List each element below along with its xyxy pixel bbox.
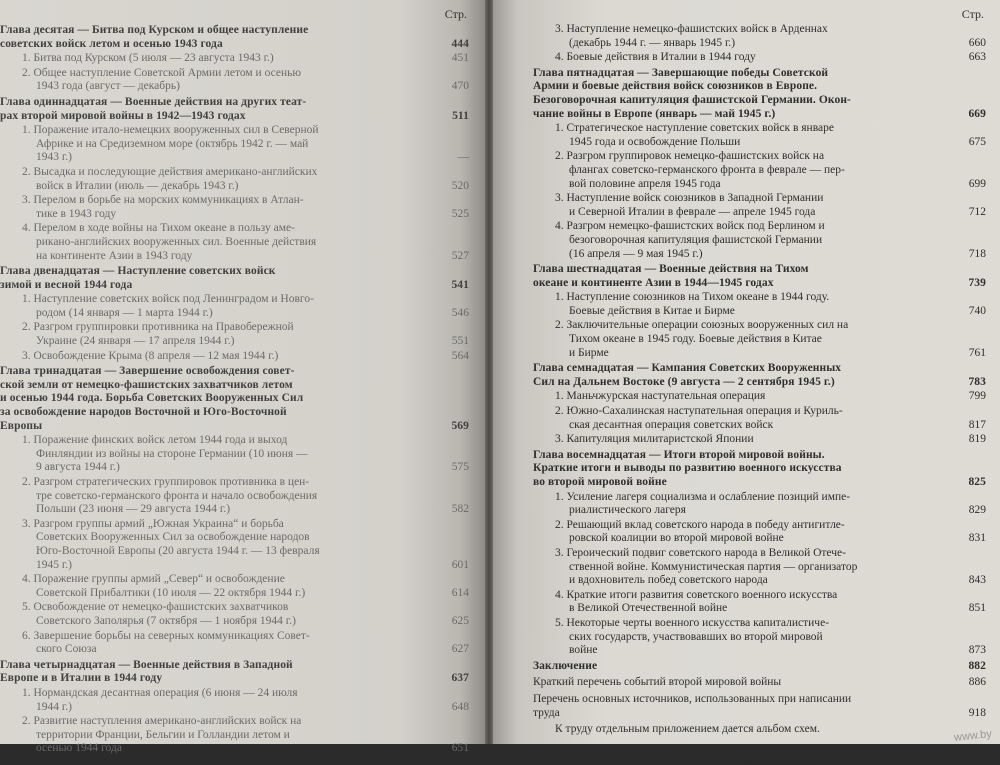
left-page: [0, 0, 485, 755]
toc-chapter-entry: [533, 362, 986, 389]
toc-section-entry: [533, 519, 986, 546]
toc-entry-title: Глава четырнадцатая — Военные действия в Западной Европе и в Италии в 1944 году: [0, 658, 293, 685]
toc-chapter-entry: [533, 660, 986, 674]
toc-section-entry: [0, 518, 469, 572]
toc-section-entry: [0, 124, 469, 165]
toc-page-number: 663: [968, 51, 986, 64]
toc-page-number: 511: [452, 109, 469, 122]
toc-entry-title: 2. Разгром группировки противника на Правобережной Украине (24 января — 17 апреля 1944 г.): [22, 321, 294, 348]
toc-page-number: 451: [451, 52, 469, 65]
toc-section-entry: [0, 194, 469, 221]
toc-section-entry: [533, 291, 986, 318]
toc-section-entry: [0, 293, 469, 320]
toc-section-entry: [0, 476, 469, 517]
toc-page-number: 614: [451, 586, 469, 599]
toc-page-number: 699: [968, 177, 986, 190]
toc-entry-title: К труду отдельным приложением дается альбом схем.: [555, 723, 820, 736]
toc-entry-title: 2. Разгром группировок немецко-фашистских войск на флангах советско-германского фронта в феврале — пер- вой половине апреля 1945 года: [555, 150, 845, 190]
toc-page-number: 637: [451, 672, 469, 685]
toc-entry-title: Глава десятая — Битва под Курском и общее наступление советских войск летом и осенью 1943 года: [0, 24, 309, 50]
toc-page-number: 444: [451, 37, 469, 50]
toc-page-number: 625: [451, 614, 469, 627]
toc-section-entry: [533, 723, 986, 737]
toc-page-number: 582: [451, 503, 469, 516]
toc-page-number: 783: [968, 375, 986, 388]
toc-section-entry: [533, 433, 986, 447]
book-gutter: [485, 0, 493, 744]
toc-entry-title: 4. Поражение группы армий „Север“ и освобождение Советской Прибалтики (10 июля — 22 октября 1944 г.): [22, 573, 306, 599]
toc-section-entry: [0, 67, 469, 94]
toc-page-number: 651: [451, 742, 469, 755]
page-column-header: Стр.: [444, 7, 467, 21]
toc-section-entry: [533, 150, 986, 191]
toc-page-number: 675: [968, 135, 986, 148]
toc-page-number: 712: [968, 205, 986, 218]
toc-entry-title: 4. Разгром немецко-фашистских войск под Берлином и безоговорочная капитуляция фашистской Германии (16 апреля — 9 мая 1945 г.): [555, 220, 825, 260]
end-rule: [747, 763, 819, 765]
toc-section-entry: [533, 405, 986, 432]
toc-section-entry: [533, 693, 986, 720]
toc-entry-title: Перечень основных источников, использованных при написании труда: [533, 692, 852, 719]
toc-section-entry: [0, 166, 469, 193]
toc-entry-title: 2. Общее наступление Советской Армии летом и осенью 1943 года (август — декабрь): [22, 66, 301, 93]
toc-chapter-entry: [533, 67, 986, 121]
toc-section-entry: [0, 687, 469, 714]
toc-entry-title: 3. Наступление войск союзников в Западной Германии и Северной Италии в феврале — апреле 1945 года: [555, 192, 824, 218]
toc-entry-title: Глава одиннадцатая — Военные действия на других теат- рах второй мировой войны в 1942—1943 годах: [0, 95, 307, 122]
toc-entry-title: 2. Разгром стратегических группировок противника в цен- тре советско-германского фронта и начало освобождения Польши (23 июня — 29 августа 1944 г.): [22, 476, 318, 516]
toc-entry-title: 2. Развитие наступления американо-английских войск на территории Франции, Бельгии и Голландии летом и осенью 1944 года: [22, 715, 302, 755]
toc-section-entry: [533, 617, 986, 658]
toc-section-entry: [533, 122, 986, 149]
toc-entry-title: 3. Наступление немецко-фашистских войск в Арденнах (декабрь 1944 г. — январь 1945 г.): [555, 23, 828, 49]
toc-page-number: 799: [968, 390, 986, 403]
toc-page-number: 761: [968, 346, 986, 359]
toc-chapter-entry: [533, 263, 986, 290]
toc-entry-title: 1. Поражение итало-немецких вооруженных сил в Северной Африке и на Средиземном море (октябрь 1942 г. — май 1943 г.): [22, 124, 319, 164]
toc-entry-title: 1. Битва под Курском (5 июля — 23 августа 1943 г.): [22, 52, 274, 65]
toc-page-number: 819: [968, 433, 986, 446]
toc-entry-title: 6. Завершение борьбы на северных коммуникациях Совет- ского Союза: [22, 629, 310, 656]
toc-entry-title: 1. Наступление союзников на Тихом океане в 1944 году. Боевые действия в Китае и Бирме: [555, 291, 830, 317]
toc-page-number: 829: [968, 504, 986, 517]
toc-section-entry: [0, 350, 469, 364]
toc-section-entry: [0, 601, 469, 628]
toc-left: [0, 24, 469, 756]
toc-page-number: 831: [968, 532, 986, 545]
toc-chapter-entry: [0, 96, 469, 123]
toc-section-entry: [0, 52, 469, 66]
toc-entry-title: 2. Заключительные операции союзных вооруженных сил на Тихом океане в 1945 году. Боевые действия в Китае и Бирме: [555, 319, 849, 359]
toc-page-number: 740: [968, 304, 986, 317]
toc-entry-title: 2. Высадка и последующие действия американо-английских войск в Италии (июль — декабрь 1943 г.): [22, 165, 318, 192]
toc-entry-title: 1. Усиление лагеря социализма и ослабление позиций импе- риалистического лагеря: [555, 490, 851, 517]
toc-section-entry: [533, 390, 986, 404]
toc-entry-title: Глава шестнадцатая — Военные действия на Тихом океане и континенте Азии в 1944—1945 годах: [533, 263, 809, 289]
watermark: www.by: [953, 728, 993, 744]
toc-page-number: 825: [968, 476, 986, 488]
toc-chapter-entry: [0, 365, 469, 433]
toc-entry-title: 4. Краткие итоги развития советского военного искусства в Великой Отечественной войне: [555, 588, 838, 615]
toc-entry-title: 2. Решающий вклад советского народа в победу антигитле- ровской коалиции во второй мировой войне: [555, 518, 845, 545]
toc-entry-title: 1. Наступление советских войск под Ленинградом и Новго- родом (14 января — 1 марта 1944 г.): [22, 293, 314, 319]
toc-page-number: 669: [968, 107, 986, 120]
toc-entry-title: 1. Маньчжурская наступательная операция: [555, 390, 766, 403]
toc-page-number: 601: [451, 558, 469, 571]
toc-page-number: 546: [451, 306, 469, 319]
toc-right: [533, 23, 986, 737]
page-column-header: Стр.: [961, 7, 984, 21]
toc-page-number: 851: [968, 602, 986, 615]
toc-page-number: 886: [968, 676, 986, 689]
toc-entry-title: Глава восемнадцатая — Итоги второй мировой войны. Краткие итоги и выводы по развитию военного искусства во второй мировой войне: [533, 448, 842, 488]
toc-page-number: 817: [968, 418, 986, 431]
toc-entry-title: 4. Перелом в ходе войны на Тихом океане в пользу аме- рикано-английских вооруженных сил. Военные действия на континенте Азии в 1943 году: [22, 222, 317, 262]
toc-section-entry: [533, 51, 986, 65]
toc-entry-title: 5. Освобождение от немецко-фашистских захватчиков Советского Заполярья (7 октября — 1 ноября 1944 г.): [22, 601, 296, 627]
toc-entry-title: Глава семнадцатая — Кампания Советских Вооруженных Сил на Дальнем Востоке (9 августа — 2 сентября 1945 г.): [533, 362, 842, 388]
toc-entry-title: 3. Капитуляция милитаристской Японии: [555, 433, 754, 446]
toc-entry-title: 3. Героический подвиг советского народа в Великой Отече- ственной войне. Коммунистическая партия — организатор и вдохновитель побед советского народа: [555, 546, 858, 587]
toc-entry-title: 2. Южно-Сахалинская наступательная операция и Куриль- ская десантная операция советских войск: [555, 405, 843, 431]
toc-section-entry: [533, 319, 986, 360]
toc-entry-title: 4. Боевые действия в Италии в 1944 году: [555, 51, 756, 64]
toc-page-number: 541: [451, 278, 469, 291]
toc-section-entry: [533, 220, 986, 261]
toc-entry-title: 1. Стратегическое наступление советских войск в январе 1945 года и освобождение Польши: [555, 122, 834, 148]
toc-chapter-entry: [533, 449, 986, 490]
toc-section-entry: [533, 23, 986, 50]
toc-section-entry: [0, 630, 469, 657]
toc-page-number: 873: [968, 644, 986, 657]
toc-section-entry: [0, 434, 469, 475]
toc-chapter-entry: [0, 24, 469, 51]
toc-entry-title: Глава пятнадцатая — Завершающие победы Советской Армии и боевые действия войск союзников в Европе. Безоговорочная капитуляция фашистской Германии. Окон- чание войны в Европе (январь — май 1945 г.): [533, 66, 851, 120]
toc-section-entry: [0, 222, 469, 263]
toc-chapter-entry: [0, 659, 469, 686]
toc-section-entry: [0, 573, 469, 600]
toc-entry-title: 1. Поражение финских войск летом 1944 года и выход Финляндии из войны на стороне Германии (10 июня — 9 августа 1944 г.): [22, 434, 308, 474]
toc-section-entry: [533, 589, 986, 616]
toc-page-number: 627: [451, 643, 469, 656]
toc-entry-title: Глава двенадцатая — Наступление советских войск зимой и весной 1944 года: [0, 265, 276, 291]
toc-page-number: 551: [451, 335, 469, 348]
toc-section-entry: [533, 676, 986, 690]
toc-page-number: 569: [451, 419, 469, 432]
toc-entry-title: 3. Разгром группы армий „Южная Украина“ и борьба Советских Вооруженных Сил за освобождение народов Юго-Восточной Европы (20 августа 1944 г. — 13 февраля 1945 г.): [22, 517, 320, 571]
toc-page-number: 575: [451, 461, 469, 474]
toc-page-number: 527: [451, 249, 469, 262]
toc-page-number: 660: [968, 36, 986, 49]
toc-page-number: 882: [968, 659, 986, 672]
toc-entry-title: Краткий перечень событий второй мировой войны: [533, 676, 782, 689]
toc-section-entry: [0, 321, 469, 348]
toc-section-entry: [533, 192, 986, 219]
toc-section-entry: [0, 715, 469, 756]
toc-entry-title: Заключение: [533, 659, 598, 672]
toc-page-number: 525: [451, 207, 469, 220]
toc-chapter-entry: [0, 265, 469, 292]
toc-page-number: 564: [451, 349, 469, 362]
toc-section-entry: [533, 547, 986, 588]
toc-entry-title: 1. Нормандская десантная операция (6 июня — 24 июля 1944 г.): [22, 686, 298, 713]
toc-page-number: 520: [451, 179, 469, 192]
toc-page-number: 470: [451, 80, 469, 93]
right-page: [493, 0, 1000, 744]
toc-page-number: 843: [968, 574, 986, 587]
toc-entry-title: 5. Некоторые черты военного искусства капиталистиче- ских государств, участвовавших во второй мировой войне: [555, 616, 830, 657]
toc-page-number: 918: [968, 706, 986, 719]
toc-page-number: 739: [968, 276, 986, 289]
toc-entry-title: 3. Перелом в борьбе на морских коммуникациях в Атлан- тике в 1943 году: [22, 194, 304, 220]
toc-page-number: 648: [451, 700, 469, 713]
toc-page-number: —: [457, 151, 469, 164]
toc-page-number: 718: [968, 247, 986, 260]
toc-entry-title: Глава тринадцатая — Завершение освобождения совет- ской земли от немецко-фашистских захватчиков летом и осенью 1944 года. Борьба Советских Вооруженных Сил за освобождение народов Восточной и Юго-Восточной Европы: [0, 365, 304, 432]
toc-entry-title: 3. Освобождение Крыма (8 апреля — 12 мая 1944 г.): [22, 349, 279, 362]
toc-section-entry: [533, 491, 986, 518]
